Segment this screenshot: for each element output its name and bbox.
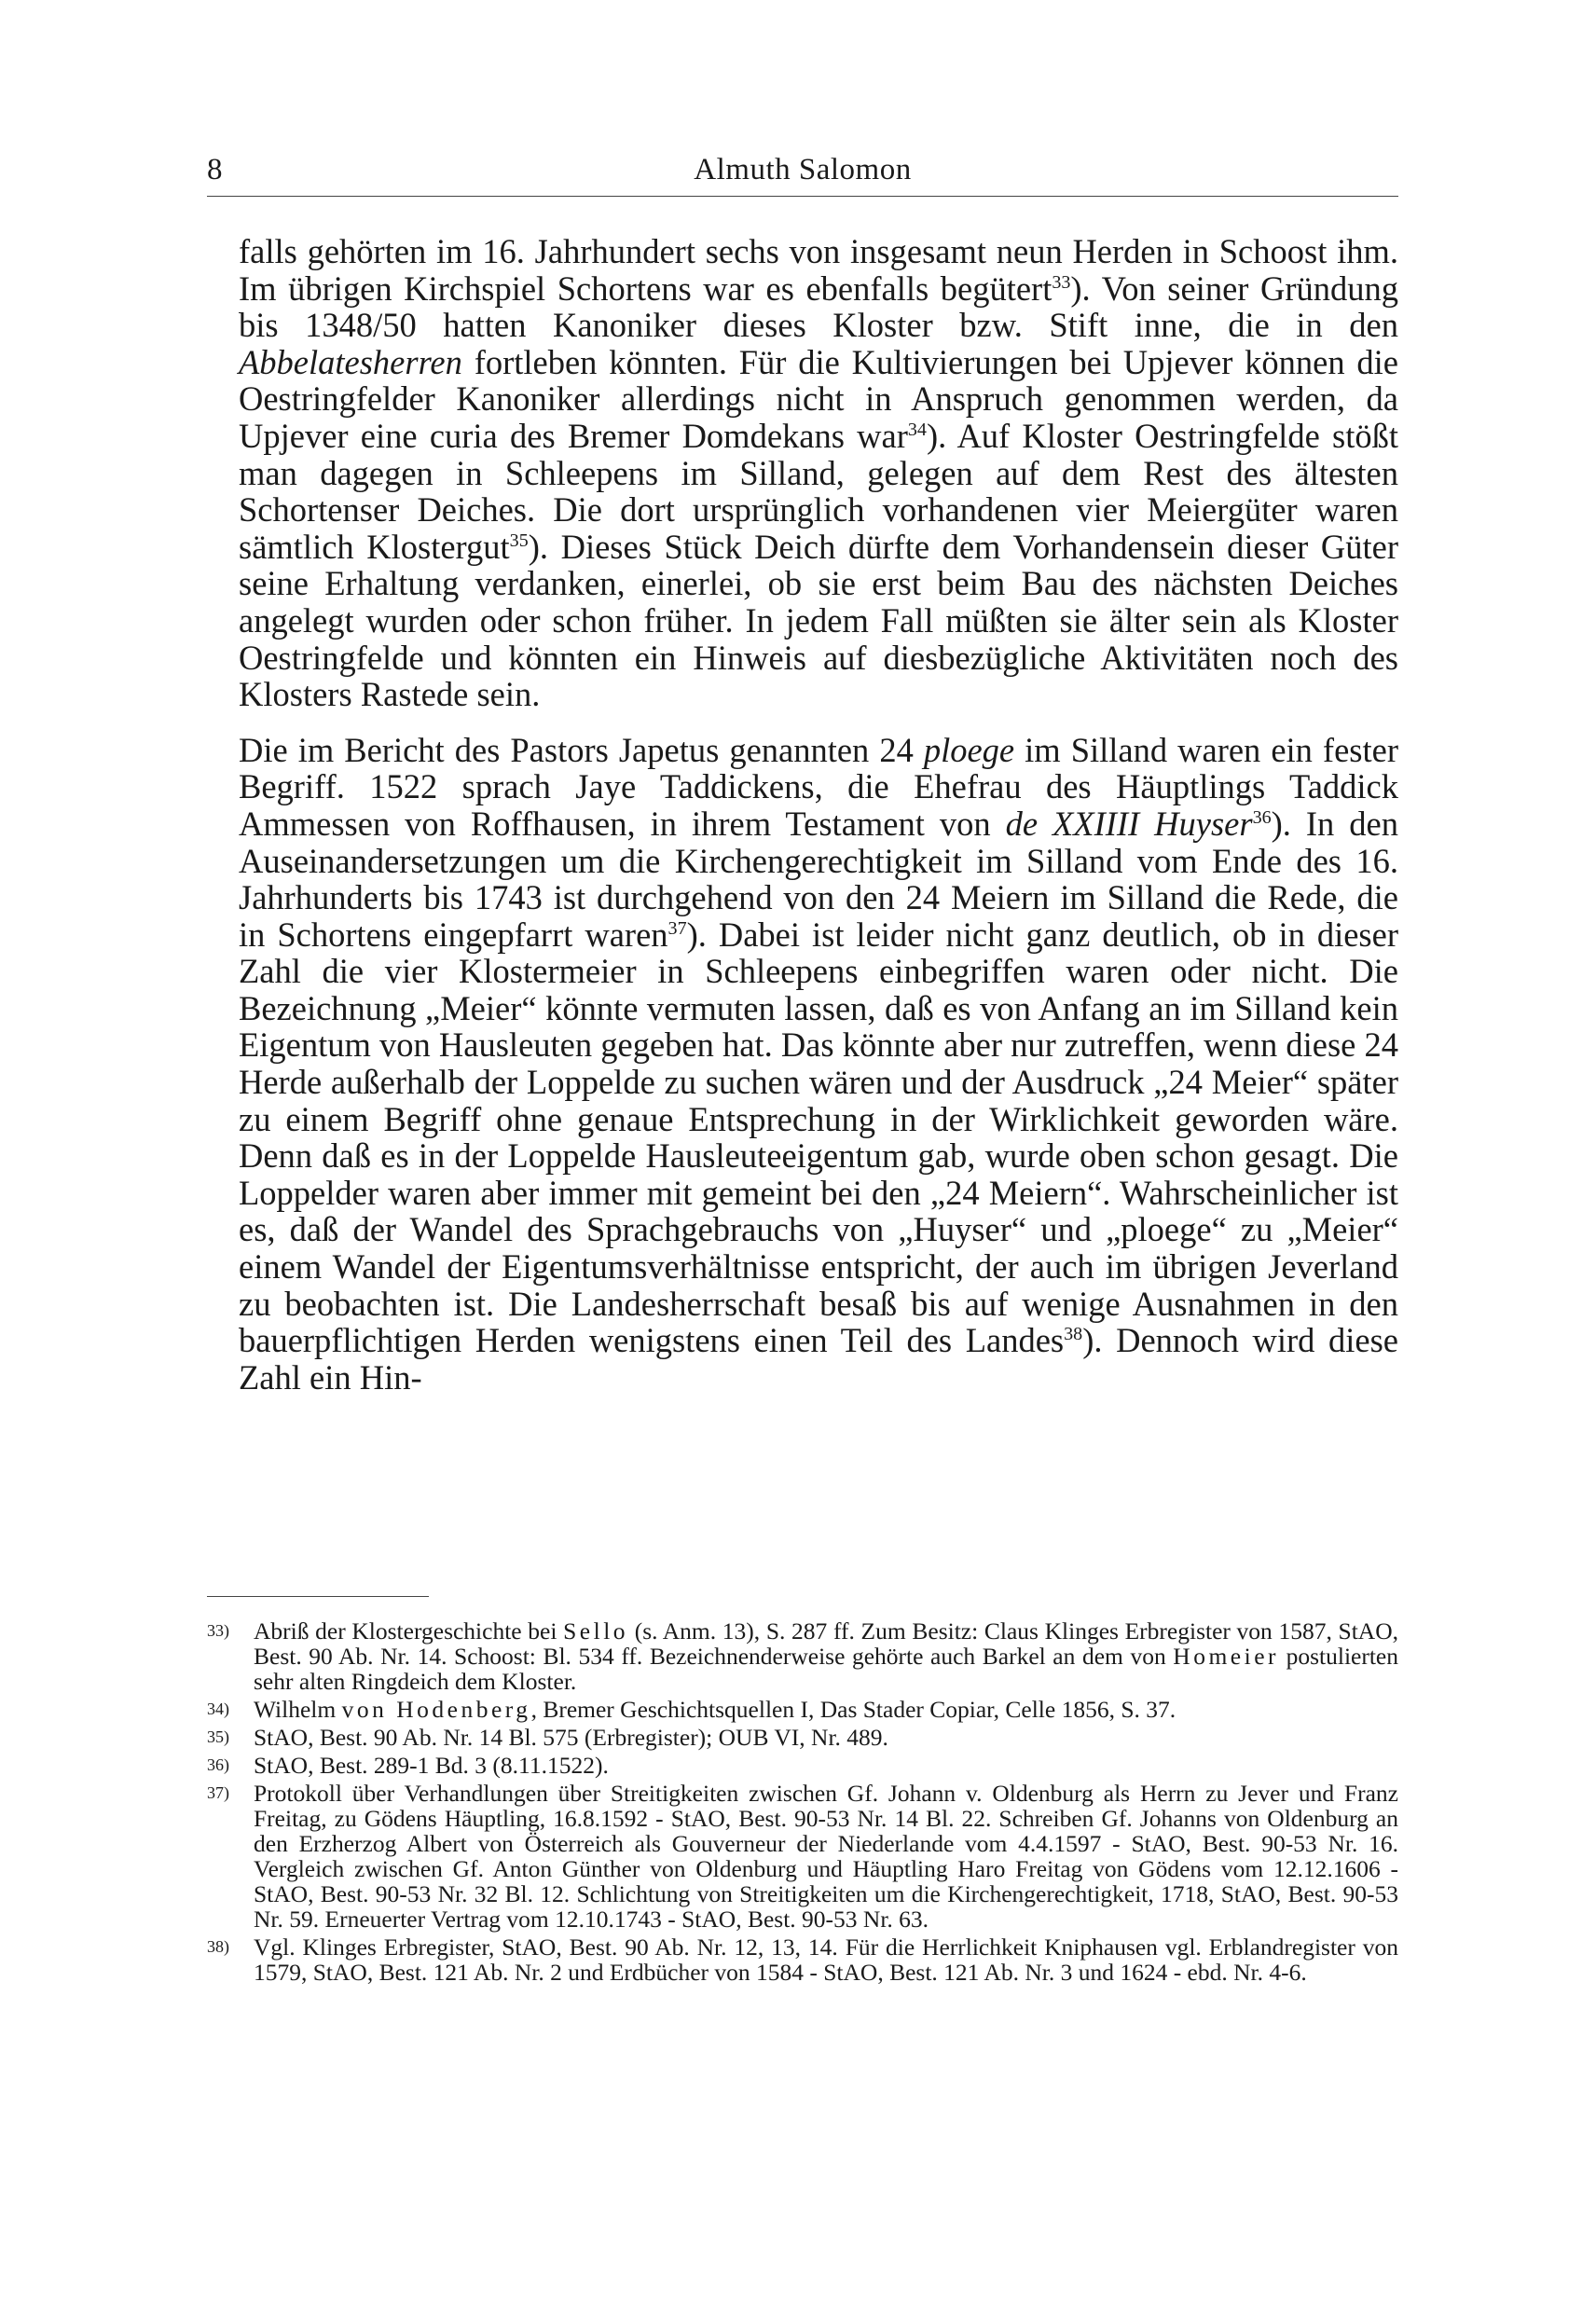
page-header — [207, 149, 1398, 197]
running-head: Almuth Salomon — [694, 153, 912, 186]
footnote-ref-37: 37 — [667, 917, 687, 939]
page-number: 8 — [207, 153, 223, 186]
footnote-text: Protokoll über Verhandlungen über Streitigkeiten zwischen Gf. Johann v. Oldenburg als Herrn zu Jever und Franz Freitag, zu Gödens Häuptling, 16.8.1592 - StAO, Best. 90-53 Nr. 14 Bl. 22. Schreiben Gf. Johanns von Oldenburg an den Erzherzog Albert von Österreich als Gouverneur der Niederlande vom 4.4.1597 - StAO, Best. 90-53 Nr. 16. Vergleich zwischen Gf. Anton Günther von Oldenburg und Häuptling Haro Freitag von Gödens vom 12.12.1606 - StAO, Best. 90-53 Nr. 32 Bl. 12. Schlichtung von Streitigkeiten um die Kirchengerechtigkeit, 1718, StAO, Best. 90-53 Nr. 59. Erneuerter Vertrag vom 12.10.1743 - StAO, Best. 90-53 Nr. 63. — [254, 1780, 1398, 1933]
footnote-ref-35: 35 — [509, 530, 529, 551]
footnote-35 — [207, 1725, 1398, 1750]
footnote-ref-33: 33 — [1052, 271, 1071, 293]
footnote-marker: 33) — [207, 1621, 229, 1640]
footnote-text: Wilhelm von Hodenberg, Bremer Geschichtsquellen I, Das Stader Copiar, Celle 1856, S. 37. — [254, 1696, 1176, 1723]
footnote-marker: 38) — [207, 1937, 229, 1956]
body-text — [239, 233, 1398, 1396]
footnote-ref-38: 38 — [1064, 1324, 1083, 1345]
footnote-marker: 37) — [207, 1783, 229, 1802]
footnote-36 — [207, 1753, 1398, 1778]
footnote-37 — [207, 1781, 1398, 1932]
footnote-text: StAO, Best. 289-1 Bd. 3 (8.11.1522). — [254, 1752, 609, 1779]
footnote-38 — [207, 1934, 1398, 1985]
footnote-33 — [207, 1618, 1398, 1694]
footnote-marker: 34) — [207, 1700, 229, 1718]
footnote-text: StAO, Best. 90 Ab. Nr. 14 Bl. 575 (Erbregister); OUB VI, Nr. 489. — [254, 1724, 888, 1751]
footnote-marker: 36) — [207, 1755, 229, 1774]
footnote-text: Vgl. Klinges Erbregister, StAO, Best. 90 Ab. Nr. 12, 13, 14. Für die Herrlichkeit Kniphausen vgl. Erblandregister von 1579, StAO, Best. 121 Ab. Nr. 2 und Erdbücher von 1584 - StAO, Best. 121 Ab. Nr. 3 und 1624 - ebd. Nr. 4-6. — [254, 1934, 1398, 1986]
footnote-ref-34: 34 — [907, 419, 927, 440]
spaced-author: von Hodenberg — [341, 1696, 531, 1723]
spaced-author: Sello — [563, 1617, 629, 1645]
footnote-text: Abriß der Klostergeschichte bei Sello (s. Anm. 13), S. 287 ff. Zum Besitz: Claus Klinges Erbregister von 1587, StAO, Best. 90 Ab. Nr. 14. Schoost: Bl. 534 ff. Bezeichnenderweise gehörte auch Barkel an dem von Homeier postulierten sehr alten Ringdeich dem Kloster. — [254, 1617, 1398, 1695]
footnotes — [207, 1618, 1398, 1988]
footnote-ref-36: 36 — [1252, 806, 1272, 828]
paragraph-2: Die im Bericht des Pastors Japetus genannten 24 ploege im Silland waren ein fester Begriff. 1522 sprach Jaye Taddickens, die Ehefrau des Häuptlings Taddick Ammessen von Roffhausen, in ihrem Testament von de XXIIII Huyser$^{36}$). In den Auseinandersetzungen um die Kirchengerechtigkeit im Silland vom Ende des 16. Jahrhunderts bis 1743 ist durchgehend von den 24 Meiern im Silland die Rede, die in Schortens eingepfarrt waren$^{37}$). Dabei ist leider nicht ganz deutlich, ob in dieser Zahl die vier Klostermeier in Schleepens einbegriffen waren oder nicht. Die Bezeichnung „Meier“ könnte vermuten lassen, daß es von Anfang an im Silland kein Eigentum von Hausleuten gegeben hat. Das könnte aber nur zutreffen, wenn diese 24 Herde außerhalb der Loppelde zu suchen wären und der Ausdruck „24 Meier“ später zu einem Begriff ohne genaue Entsprechung in der Wirklichkeit geworden wäre. Denn daß es in der Loppelde Hausleuteeigentum gab, wurde oben schon gesagt. Die Loppelder waren aber immer mit gemeint bei den „24 Meiern“. Wahrscheinlicher ist es, daß der Wandel des Sprachgebrauchs von „Huyser“ und „ploege“ zu „Meier“ einem Wandel der Eigentumsverhältnisse entspricht, der auch im übrigen Jeverland zu beobachten ist. Die Landesherrschaft besaß bis auf wenige Ausnahmen in den bauerpflichtigen Herden wenigstens einen Teil des Landes$^{38}$). Dennoch wird diese Zahl ein Hin- — [239, 730, 1398, 1397]
italic-term: Abbelatesherren — [239, 342, 462, 381]
footnote-34 — [207, 1697, 1398, 1722]
italic-quote: de XXIIII Huyser — [1005, 804, 1253, 843]
spaced-author: Homeier — [1173, 1643, 1280, 1670]
footnote-divider — [207, 1596, 429, 1597]
footnote-marker: 35) — [207, 1727, 229, 1746]
paragraph-1: falls gehörten im 16. Jahrhundert sechs von insgesamt neun Herden in Schoost ihm. Im übrigen Kirchspiel Schortens war es ebenfalls begütert$^{33}$). Von seiner Gründung bis 1348/50 hatten Kanoniker dieses Kloster bzw. Stift inne, die in den Abbelatesherren fortleben könnten. Für die Kultivierungen bei Upjever können die Oestringfelder Kanoniker allerdings nicht in Anspruch genommen werden, da Upjever eine curia des Bremer Domdekans war$^{34}$). Auf Kloster Oestringfelde stößt man dagegen in Schleepens im Silland, gelegen auf dem Rest des ältesten Schortenser Deiches. Die dort ursprünglich vorhandenen vier Meiergüter waren sämtlich Klostergut$^{35}$). Dieses Stück Deich dürfte dem Vorhandensein dieser Güter seine Erhaltung verdanken, einerlei, ob sie erst beim Bau des nächsten Deiches angelegt wurden oder schon früher. In jedem Fall müßten sie älter sein als Kloster Oestringfelde und könnten ein Hinweis auf diesbezügliche Aktivitäten noch des Klosters Rastede sein. — [239, 232, 1398, 714]
italic-term: ploege — [923, 730, 1015, 769]
